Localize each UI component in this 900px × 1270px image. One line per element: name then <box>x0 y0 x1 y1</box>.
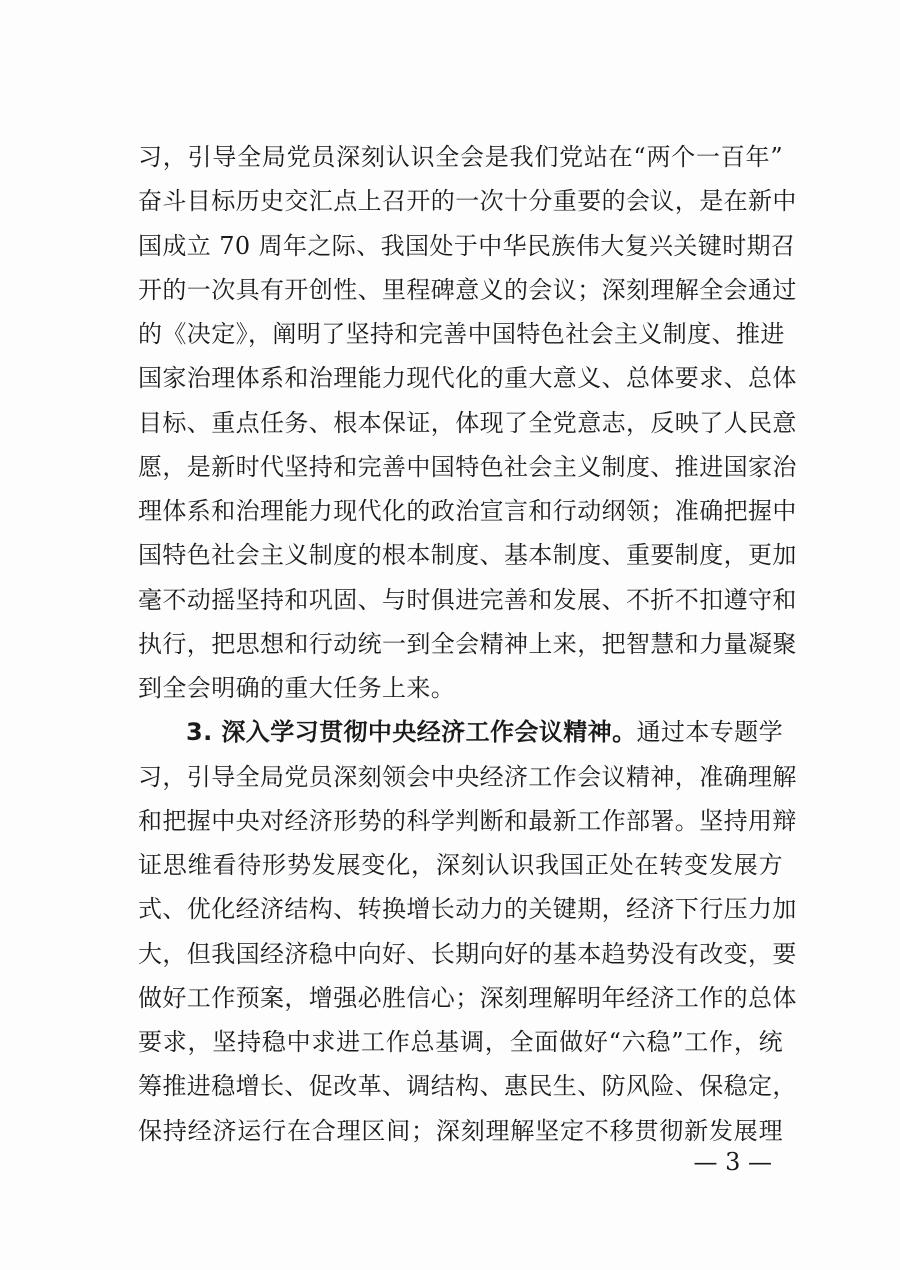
text-line: 奋斗目标历史交汇点上召开的一次十分重要的会议，是在新中 <box>138 187 797 216</box>
text-line: 大，但我国经济稳中向好、长期向好的基本趋势没有改变，要 <box>138 939 797 968</box>
text-line: 执行，把思想和行动统一到全会精神上来，把智慧和力量凝聚 <box>138 629 797 658</box>
text-line: 保持经济运行在合理区间；深刻理解坚定不移贯彻新发展理 <box>138 1116 783 1145</box>
text-line: 毫不动摇坚持和巩固、与时俱进完善和发展、不折不扣遵守和 <box>138 585 797 614</box>
text-line: 要求，坚持稳中求进工作总基调，全面做好“六稳”工作，统 <box>138 1028 783 1056</box>
text-line: 习，引导全局党员深刻领会中央经济工作会议精神，准确理解 <box>138 762 797 791</box>
text-line: 式、优化经济结构、转换增长动力的关键期，经济下行压力加 <box>138 895 797 924</box>
text-line: 习，引导全局党员深刻认识全会是我们党站在“两个一百年” <box>138 143 783 171</box>
text-line: 理体系和治理能力现代化的政治宣言和行动纲领；准确把握中 <box>138 497 797 525</box>
text-line: 国成立 70 周年之际、我国处于中华民族伟大复兴关键时期召 <box>138 231 796 260</box>
text-line: 开的一次具有开创性、里程碑意义的会议；深刻理解全会通过 <box>138 275 797 304</box>
text-line: 的《决定》，阐明了坚持和完善中国特色社会主义制度、推进 <box>138 320 785 348</box>
text-line: 国特色社会主义制度的根本制度、基本制度、重要制度，更加 <box>138 541 797 570</box>
text-line: 证思维看待形势发展变化，深刻认识我国正处在转变发展方 <box>138 851 783 879</box>
text-line: 国家治理体系和治理能力现代化的重大意义、总体要求、总体 <box>138 364 797 393</box>
page-number: — 3 — <box>693 1148 772 1176</box>
text-line: 做好工作预案，增强必胜信心；深刻理解明年经济工作的总体 <box>138 983 797 1012</box>
text-line: 目标、重点任务、根本保证，体现了全党意志，反映了人民意 <box>138 408 797 437</box>
text-line: 和把握中央对经济形势的科学判断和最新工作部署。坚持用辩 <box>138 806 797 835</box>
section-heading: 3. 深入学习贯彻中央经济工作会议精神。 <box>186 718 637 747</box>
text-line: 筹推进稳增长、促改革、调结构、惠民生、防风险、保稳定， <box>138 1072 797 1101</box>
document-body <box>138 135 797 1153</box>
text-line: 到全会明确的重大任务上来。 <box>138 674 456 702</box>
heading-line-text: 通过本专题学 <box>636 718 784 747</box>
section-heading-line <box>138 710 783 754</box>
text-line: 愿，是新时代坚持和完善中国特色社会主义制度、推进国家治 <box>138 452 797 481</box>
